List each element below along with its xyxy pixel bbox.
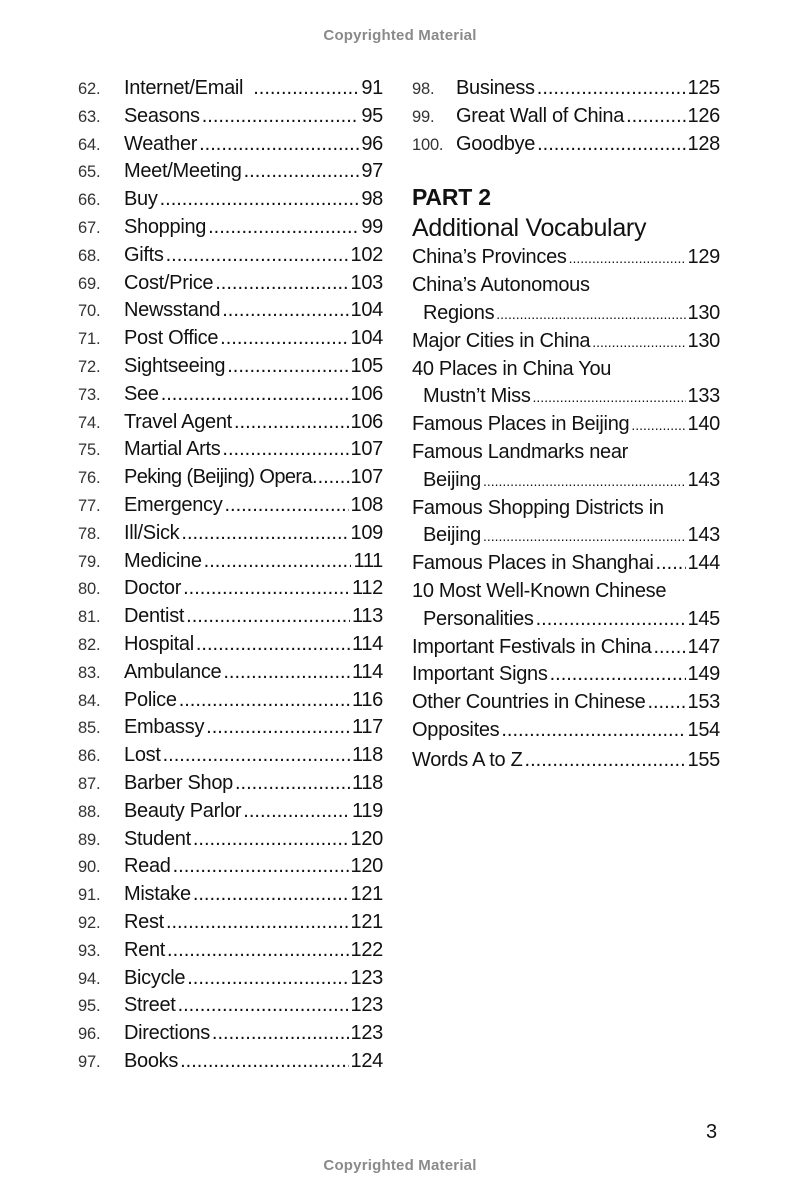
- toc-entry[interactable]: [78, 214, 383, 242]
- entry-page: 120: [350, 855, 383, 878]
- entry-title: Read: [124, 855, 171, 878]
- toc-entry[interactable]: [78, 575, 383, 603]
- entry-page: 123: [350, 994, 383, 1017]
- toc-entry[interactable]: [78, 409, 383, 437]
- entry-number: 71.: [78, 330, 101, 349]
- entry-page: 118: [352, 771, 383, 794]
- entry-number: 66.: [78, 191, 101, 210]
- entry-title: China’s Provinces: [412, 246, 567, 269]
- dot-leader: [222, 297, 348, 325]
- entry-page: 118: [352, 744, 383, 767]
- toc-entry[interactable]: [412, 689, 720, 717]
- dot-leader: [243, 798, 350, 826]
- entry-page: 140: [687, 413, 720, 436]
- entry-page: 111: [353, 549, 383, 572]
- entry-page: 153: [687, 691, 720, 714]
- dot-leader: [167, 937, 348, 965]
- entry-page: 114: [352, 632, 383, 655]
- entry-number: 88.: [78, 802, 101, 821]
- dot-leader: [166, 242, 349, 270]
- entry-title: Student: [124, 827, 191, 850]
- entry-page: 108: [350, 493, 383, 516]
- dot-leader: [202, 103, 360, 131]
- entry-title: Important Festivals in China: [412, 635, 652, 658]
- dot-leader: [537, 75, 686, 103]
- entry-number: 72.: [78, 357, 101, 376]
- toc-entry[interactable]: [78, 103, 383, 131]
- toc-entry[interactable]: [412, 75, 720, 103]
- dot-leader: [187, 965, 348, 993]
- entry-number: 77.: [78, 496, 101, 515]
- entry-number: 80.: [78, 580, 101, 599]
- dot-leader: [163, 742, 350, 770]
- entry-number: 100.: [412, 135, 444, 154]
- entry-number: 75.: [78, 441, 101, 460]
- entry-page: 95: [361, 104, 383, 127]
- dot-leader: [179, 687, 350, 715]
- entry-title: Directions: [124, 1022, 210, 1045]
- entry-title: Major Cities in China: [412, 329, 591, 352]
- toc-entry[interactable]: [412, 661, 720, 689]
- toc-entry[interactable]: [78, 464, 383, 492]
- entry-title: Great Wall of China: [456, 104, 625, 127]
- entry-title: Famous Places in Beijing: [412, 413, 630, 436]
- toc-entry[interactable]: [78, 242, 383, 270]
- entry-number: 70.: [78, 302, 101, 321]
- entry-number: 78.: [78, 524, 101, 543]
- entry-number: 86.: [78, 747, 101, 766]
- entry-title: Words A to Z: [412, 748, 523, 771]
- toc-entry[interactable]: [78, 631, 383, 659]
- dot-leader: [653, 634, 685, 662]
- part-2-label: PART 2: [412, 184, 491, 211]
- toc-entry[interactable]: [78, 603, 383, 631]
- toc-entry[interactable]: [78, 714, 383, 742]
- entry-title: Internet/Email: [124, 77, 244, 99]
- toc-entry[interactable]: [412, 495, 720, 551]
- dot-leader: [592, 329, 685, 357]
- entry-page: 143: [687, 468, 720, 491]
- entry-number: 68.: [78, 246, 101, 265]
- dot-leader: [533, 384, 686, 412]
- entry-number: 98.: [412, 80, 435, 98]
- entry-number: 79.: [78, 552, 101, 571]
- entry-page: 144: [687, 552, 720, 575]
- entry-page: 102: [350, 243, 383, 266]
- entry-title: Beijing: [423, 524, 481, 547]
- entry-page: 107: [350, 466, 383, 489]
- entry-title: Peking (Beijing) Opera: [124, 466, 313, 489]
- entry-number: 65.: [78, 163, 101, 182]
- entry-title: Gifts: [124, 243, 164, 266]
- entry-number: 83.: [78, 663, 101, 682]
- entry-title: Ill/Sick: [124, 521, 180, 544]
- entry-title: Cost/Price: [124, 271, 214, 294]
- toc-entry[interactable]: [78, 770, 383, 798]
- dot-leader: [215, 270, 348, 298]
- dot-leader: [312, 464, 351, 492]
- toc-entry[interactable]: [78, 937, 383, 965]
- entry-title: Barber Shop: [124, 771, 233, 794]
- entry-number: 82.: [78, 635, 101, 654]
- entry-page: 123: [350, 966, 383, 989]
- entry-page: 122: [350, 938, 383, 961]
- entry-page: 121: [350, 910, 383, 933]
- toc-entry[interactable]: [78, 742, 383, 770]
- entry-title-line1: China’s Autonomous: [412, 274, 590, 297]
- toc-entry[interactable]: [78, 881, 383, 909]
- entry-number: 93.: [78, 941, 101, 960]
- entry-page: 91: [361, 77, 383, 99]
- entry-title: Beauty Parlor: [124, 799, 242, 822]
- entry-page: 116: [352, 688, 383, 711]
- dot-leader: [173, 853, 349, 881]
- entry-title: Doctor: [124, 577, 182, 600]
- toc-entry[interactable]: [78, 798, 383, 826]
- dot-leader: [223, 659, 350, 687]
- toc-entry[interactable]: [412, 328, 720, 356]
- entry-number: 85.: [78, 719, 101, 738]
- entry-title: Books: [124, 1049, 179, 1072]
- dot-leader: [212, 1020, 349, 1048]
- toc-entry[interactable]: [412, 244, 720, 272]
- toc-entry[interactable]: [78, 992, 383, 1020]
- dot-leader: [569, 245, 686, 273]
- entry-number: 99.: [412, 107, 435, 126]
- entry-number: 94.: [78, 969, 101, 988]
- dot-leader: [193, 881, 349, 909]
- toc-entry[interactable]: [78, 548, 383, 576]
- entry-title: Mustn’t Miss: [423, 385, 531, 408]
- entry-title: Sightseeing: [124, 354, 226, 377]
- entry-title: Regions: [423, 301, 495, 324]
- toc-entry[interactable]: [412, 103, 720, 131]
- dot-leader: [253, 75, 359, 103]
- entry-number: 97.: [78, 1052, 101, 1071]
- entry-title: Beijing: [423, 468, 481, 491]
- toc-entry[interactable]: [412, 550, 720, 578]
- dot-leader: [626, 103, 685, 131]
- entry-title: Shopping: [124, 215, 207, 238]
- entry-title-line1: Famous Landmarks near: [412, 440, 629, 463]
- entry-number: 67.: [78, 218, 101, 237]
- toc-entry[interactable]: [412, 356, 720, 412]
- entry-page: 130: [687, 301, 720, 324]
- entry-number: 91.: [78, 886, 101, 905]
- entry-page: 105: [350, 354, 383, 377]
- dot-leader: [199, 131, 359, 159]
- dot-leader: [166, 909, 349, 937]
- toc-entry[interactable]: [412, 439, 720, 495]
- toc-entry[interactable]: [412, 717, 720, 745]
- toc-entry[interactable]: [78, 909, 383, 937]
- dot-leader: [496, 301, 685, 329]
- entry-number: 89.: [78, 830, 101, 849]
- entry-page: 98: [361, 188, 383, 211]
- entry-number: 76.: [78, 469, 101, 488]
- entry-title: Newsstand: [124, 299, 221, 322]
- entry-title: Buy: [124, 188, 158, 211]
- entry-number: 81.: [78, 608, 101, 627]
- toc-entry[interactable]: [78, 687, 383, 715]
- dot-leader: [193, 826, 349, 854]
- dot-leader: [220, 325, 348, 353]
- entry-number: 74.: [78, 413, 101, 432]
- dot-leader: [183, 575, 350, 603]
- entry-page: 114: [352, 660, 383, 683]
- toc-entry[interactable]: [78, 381, 383, 409]
- entry-page: 109: [350, 521, 383, 544]
- toc-entry[interactable]: [412, 131, 720, 159]
- entry-page: 120: [350, 827, 383, 850]
- entry-title: Medicine: [124, 549, 202, 572]
- entry-title: Ambulance: [124, 660, 222, 683]
- toc-entry[interactable]: [412, 578, 720, 634]
- toc-entry[interactable]: [78, 853, 383, 881]
- entry-page: 147: [687, 635, 720, 658]
- entry-number: 73.: [78, 385, 101, 404]
- entry-page: 121: [350, 883, 383, 906]
- toc-entry[interactable]: [78, 131, 383, 159]
- dot-leader: [208, 214, 359, 242]
- entry-title: Emergency: [124, 493, 223, 516]
- entry-number: 63.: [78, 107, 101, 126]
- dot-leader: [537, 131, 685, 159]
- entry-title: Dentist: [124, 605, 185, 628]
- entry-page: 106: [350, 382, 383, 405]
- entry-number: 87.: [78, 774, 101, 793]
- copyright-watermark-top: Copyrighted Material: [323, 27, 477, 44]
- entry-title: Martial Arts: [124, 438, 221, 461]
- dot-leader: [525, 747, 686, 775]
- page-number: 3: [706, 1121, 718, 1143]
- toc-entry[interactable]: [78, 297, 383, 325]
- entry-title: Goodbye: [456, 132, 536, 155]
- dot-leader: [483, 523, 686, 551]
- entry-title: Bicycle: [124, 966, 186, 989]
- dot-leader: [160, 186, 360, 214]
- toc-entry[interactable]: [412, 272, 720, 328]
- entry-title: Famous Places in Shanghai: [412, 552, 654, 575]
- entry-page: 155: [687, 748, 720, 771]
- entry-title: Mistake: [124, 883, 191, 906]
- entry-number: 69.: [78, 274, 101, 293]
- copyright-watermark-bottom: Copyrighted Material: [323, 1157, 477, 1174]
- entry-page: 123: [350, 1022, 383, 1045]
- entry-title-line1: 40 Places in China You: [412, 357, 612, 380]
- entry-page: 119: [352, 799, 383, 822]
- entry-title: Lost: [124, 744, 161, 767]
- toc-entry[interactable]: [78, 492, 383, 520]
- entry-title: See: [124, 382, 159, 405]
- dot-leader: [227, 353, 348, 381]
- dot-leader: [161, 381, 349, 409]
- entry-page: 128: [687, 132, 720, 155]
- entry-title: Embassy: [124, 716, 205, 739]
- toc-entry[interactable]: [78, 965, 383, 993]
- entry-title: Meet/Meeting: [124, 160, 242, 183]
- toc-entry[interactable]: [78, 659, 383, 687]
- toc-entry[interactable]: [78, 325, 383, 353]
- toc-entry[interactable]: [78, 1020, 383, 1048]
- entry-title: Police: [124, 688, 177, 711]
- entry-title: Post Office: [124, 327, 219, 350]
- entry-number: 95.: [78, 997, 101, 1016]
- entry-page: 124: [350, 1049, 383, 1072]
- entry-page: 104: [350, 299, 383, 322]
- entry-page: 104: [350, 327, 383, 350]
- toc-entry[interactable]: [412, 634, 720, 662]
- dot-leader: [224, 492, 348, 520]
- entry-page: 154: [687, 718, 720, 741]
- dot-leader: [656, 550, 686, 578]
- dot-leader: [536, 606, 686, 634]
- entry-page: 130: [687, 329, 720, 352]
- entry-number: 84.: [78, 691, 101, 710]
- entry-title: Rest: [124, 910, 164, 933]
- entry-title: Travel Agent: [124, 410, 232, 433]
- entry-page: 97: [361, 160, 383, 183]
- entry-title-line1: Famous Shopping Districts in: [412, 496, 664, 519]
- toc-entry[interactable]: [78, 186, 383, 214]
- entry-page: 143: [687, 524, 720, 547]
- dot-leader: [222, 436, 348, 464]
- toc-entry[interactable]: [78, 270, 383, 298]
- toc-entry[interactable]: [412, 747, 720, 775]
- entry-number: 90.: [78, 858, 101, 877]
- entry-title-line1: 10 Most Well-Known Chinese: [412, 579, 667, 602]
- dot-leader: [180, 1048, 348, 1076]
- dot-leader: [186, 603, 350, 631]
- dot-leader: [550, 661, 686, 689]
- toc-entry[interactable]: [78, 1048, 383, 1076]
- entry-page: 129: [687, 246, 720, 269]
- dot-leader: [204, 548, 352, 576]
- entry-title: Hospital: [124, 632, 194, 655]
- entry-page: 126: [687, 104, 720, 127]
- toc-entry[interactable]: [78, 436, 383, 464]
- dot-leader: [181, 520, 348, 548]
- dot-leader: [235, 770, 350, 798]
- entry-title: Other Countries in Chinese: [412, 691, 646, 714]
- entry-page: 145: [687, 607, 720, 630]
- toc-entry[interactable]: [412, 411, 720, 439]
- dot-leader: [631, 412, 685, 440]
- toc-right-column: [412, 75, 720, 775]
- entry-page: 96: [361, 132, 383, 155]
- entry-title: Business: [456, 77, 535, 99]
- entry-page: 133: [687, 385, 720, 408]
- entry-page: 125: [687, 77, 720, 99]
- dot-leader: [196, 631, 350, 659]
- toc-entry[interactable]: [78, 353, 383, 381]
- entry-page: 113: [352, 605, 383, 628]
- entry-number: 62.: [78, 80, 101, 98]
- entry-title: Important Signs: [412, 663, 548, 686]
- entry-page: 103: [350, 271, 383, 294]
- toc-entry[interactable]: [78, 826, 383, 854]
- entry-title: Opposites: [412, 718, 500, 741]
- entry-page: 99: [361, 215, 383, 238]
- dot-leader: [647, 689, 685, 717]
- entry-page: 149: [687, 663, 720, 686]
- entry-page: 106: [350, 410, 383, 433]
- entry-number: 96.: [78, 1025, 101, 1044]
- part-2-title: Additional Vocabulary: [412, 214, 647, 243]
- dot-leader: [501, 717, 685, 745]
- entry-number: 92.: [78, 913, 101, 932]
- entry-title: Street: [124, 994, 176, 1017]
- entry-title: Rent: [124, 938, 166, 961]
- entry-page: 117: [352, 716, 383, 739]
- dot-leader: [234, 409, 349, 437]
- entry-number: 64.: [78, 135, 101, 154]
- entry-page: 112: [352, 577, 383, 600]
- entry-title: Personalities: [423, 607, 534, 630]
- entry-title: Weather: [124, 132, 198, 155]
- dot-leader: [244, 158, 360, 186]
- toc-entry[interactable]: [78, 158, 383, 186]
- dot-leader: [483, 468, 686, 496]
- dot-leader: [178, 992, 349, 1020]
- toc-entry[interactable]: [78, 520, 383, 548]
- toc-entry[interactable]: [78, 75, 383, 103]
- dot-leader: [206, 714, 350, 742]
- toc-left-column: [78, 75, 383, 1076]
- entry-page: 107: [350, 438, 383, 461]
- entry-title: Seasons: [124, 104, 200, 127]
